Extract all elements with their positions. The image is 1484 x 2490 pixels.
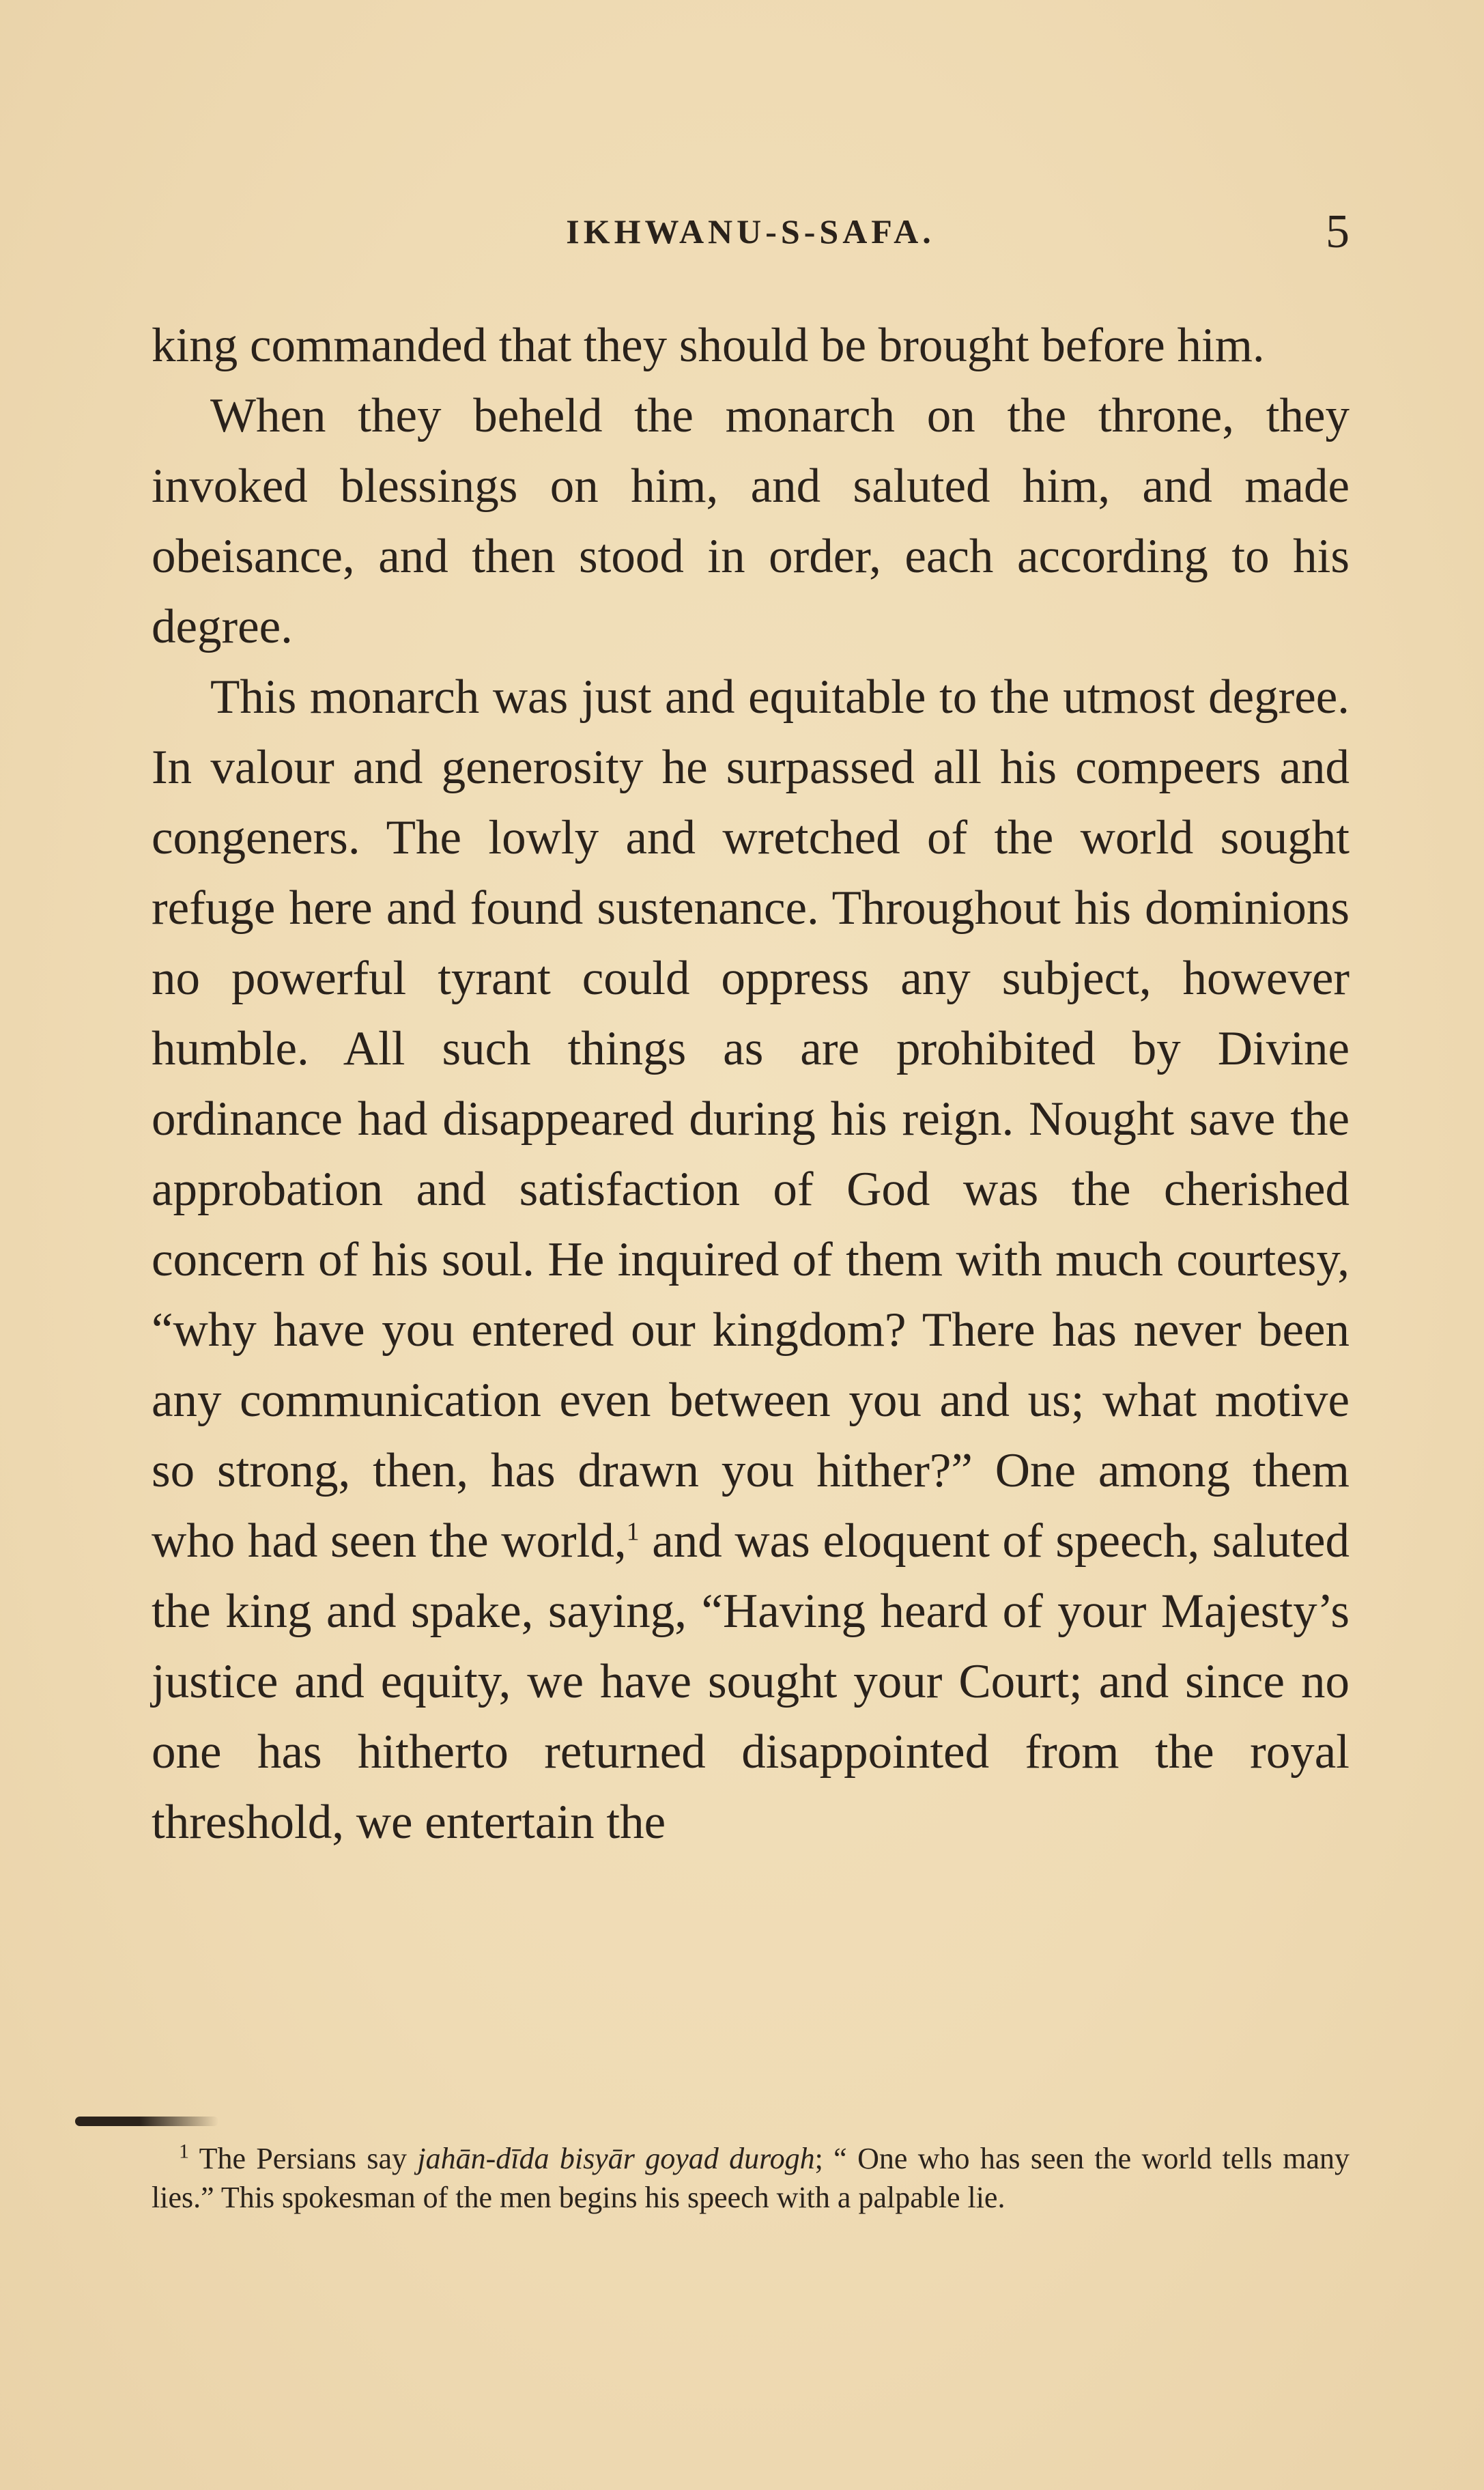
footnote-transliteration: jahān-dīda bisyār goyad durogh: [417, 2142, 815, 2175]
paragraph-1: king commanded that they should be brought before him.: [152, 319, 1265, 372]
footnote-reference: 1: [626, 1517, 640, 1546]
paragraph-3-part-2: and was eloquent of speech, saluted the king and spake, saying, “Having heard of your Majesty’s justice and equity, we have sought your Court; and since no one has hitherto returned disappointed from the royal threshold, we entertain the: [152, 1514, 1350, 1849]
footnote: [152, 2139, 1350, 2217]
footnote-rest: ; “ One who has seen the world tells many lies.” This spokesman of the men begins his speech with a palpable lie.: [152, 2142, 1350, 2214]
page-header: [152, 205, 1350, 259]
footnote-text: [152, 2139, 1350, 2217]
footnote-intro: The Persians say: [189, 2142, 418, 2175]
paragraph-3: [152, 662, 1350, 1858]
paragraph-2: When they beheld the monarch on the throne, they invoked blessings on him, and saluted him, and made obeisance, and then stood in order, each according to his degree.: [152, 389, 1350, 653]
running-title: IKHWANU-S-SAFA.: [566, 212, 935, 251]
footnote-mark: 1: [179, 2140, 189, 2163]
page-number: 5: [1326, 206, 1350, 258]
footnote-rule: [75, 2117, 218, 2126]
body-text: [152, 311, 1350, 1858]
paragraph-3-part-1: This monarch was just and equitable to the utmost degree. In valour and generosity he surpassed all his compeers and congeners. The lowly and wretched of the world sought refuge here and found sustenance. Throughout his dominions no powerful tyrant could oppress any subject, however humble. All such things as are prohibited by Divine ordinance had disappeared during his reign. Nought save the approbation and satisfaction of God was the cherished concern of his soul. He inquired of them with much courtesy, “why have you entered our kingdom? There has never been any communication even between you and us; what motive so strong, then, has drawn you hither?” One among them who had seen the world,: [152, 670, 1350, 1568]
